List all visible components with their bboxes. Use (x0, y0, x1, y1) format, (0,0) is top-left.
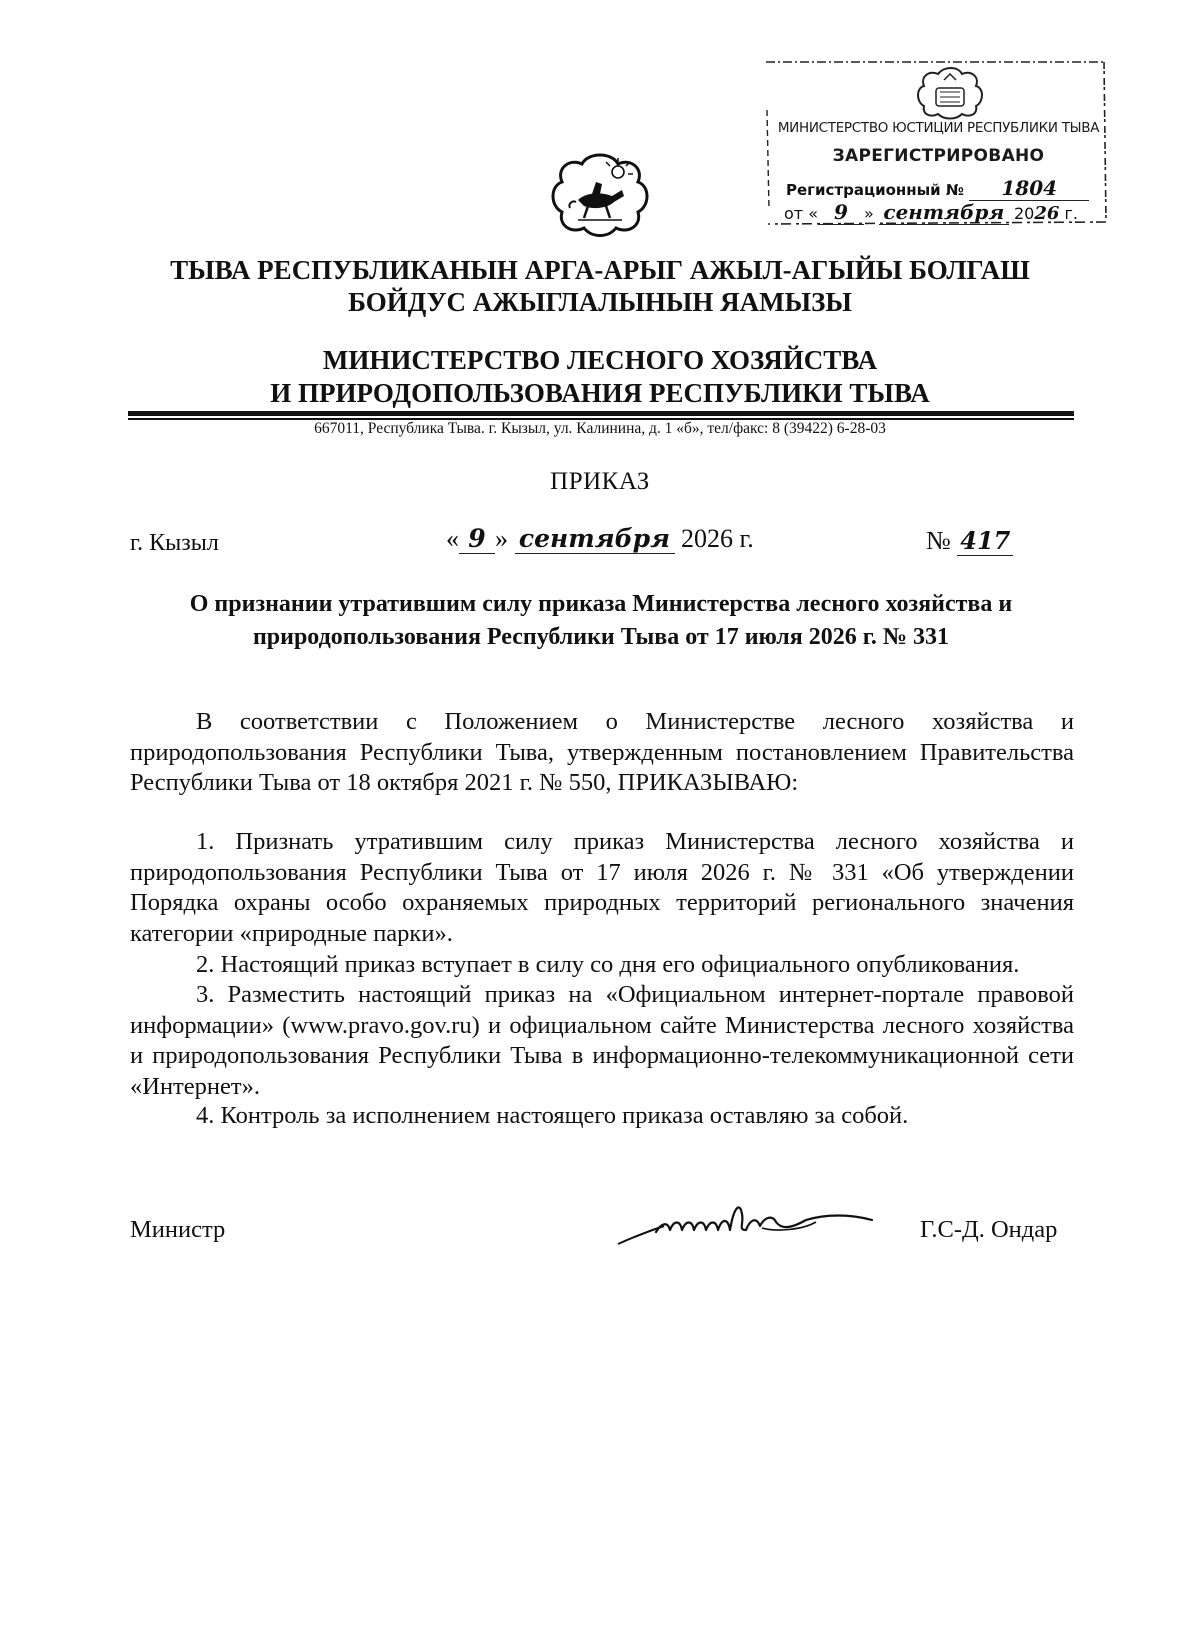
body-item-4: 4. Контроль за исполнением настоящего приказа оставляю за собой. (196, 1102, 909, 1129)
order-number (926, 526, 1013, 556)
stamp-date (784, 200, 1078, 225)
handwritten-signature (616, 1196, 874, 1254)
stamp-status: ЗАРЕГИСТРИРОВАНО (832, 146, 1045, 166)
body-item-3: 3. Разместить настоящий приказ на «Официальном интернет-портале правовой информации» (www.pravo.gov.ru) и официальном сайте Министерства лесного хозяйства и природопользования Республики Тыва в информационно-телекоммуникационной сети «Интернет». (130, 981, 1074, 1100)
stamp-reg-label: Регистрационный № (786, 181, 964, 199)
order-date-day: 9 (459, 524, 495, 554)
order-date-year: 2026 г. (681, 524, 754, 553)
header-title-ru-line-1: МИНИСТЕРСТВО ЛЕСНОГО ХОЗЯЙСТВА (322, 345, 878, 375)
body-item-1: 1. Признать утратившим силу приказ Министерства лесного хозяйства и природопользования Республики Тыва от 17 июля 2026 г. № 331 «Об утверждении Порядка охраны особо охраняемых природных территорий регионального значения категории «природные парки». (130, 828, 1074, 947)
signature-title: Министр (130, 1216, 226, 1243)
header-title-tuvan-line-2: БОЙДУС АЖЫГЛАЛЫНЫН ЯАМЫЗЫ (348, 287, 852, 317)
coat-of-arms-icon (548, 148, 652, 240)
stamp-emblem-icon (918, 68, 982, 119)
stamp-date-suffix: г. (1064, 204, 1078, 223)
stamp-ministry: МИНИСТЕРСТВО ЮСТИЦИИ РЕСПУБЛИКИ ТЫВА (777, 120, 1100, 136)
document-type: ПРИКАЗ (550, 468, 650, 495)
stamp-date-prefix: от « (784, 204, 818, 223)
order-date-month: сентября (515, 524, 675, 554)
stamp-date-day: 9 (818, 200, 864, 225)
order-number-label: № (926, 526, 951, 555)
stamp-date-year-suffix: 26 (1034, 203, 1060, 224)
header-rule-thick (128, 411, 1074, 416)
signature-name: Г.С-Д. Ондар (920, 1216, 1058, 1243)
stamp-registration (786, 176, 1089, 201)
stamp-reg-number: 1804 (969, 176, 1089, 201)
document-title: О признании утратившим силу приказа Министерства лесного хозяйства и природопользования Республики Тыва от 17 июля 2026 г. № 331 (189, 591, 1013, 650)
order-date-close: » (495, 524, 508, 553)
order-number-value: 417 (957, 526, 1013, 556)
registration-stamp (766, 60, 1111, 228)
header-title-ru-line-2: И ПРИРОДОПОЛЬЗОВАНИЯ РЕСПУБЛИКИ ТЫВА (270, 378, 930, 408)
stamp-date-mid: » (863, 204, 874, 223)
body-preamble: В соответствии с Положением о Министерстве лесного хозяйства и природопользования Республики Тыва, утвержденным постановлением Правительства Республики Тыва от 18 октября 2021 г. № 550, ПРИКАЗЫВАЮ: (130, 708, 1074, 796)
header-title-tuvan-line-1: ТЫВА РЕСПУБЛИКАНЫН АРГА-АРЫГ АЖЫЛ-АГЫЙЫ БОЛГАШ (170, 255, 1030, 285)
order-date (446, 524, 754, 554)
order-city: г. Кызыл (130, 530, 219, 556)
stamp-date-month: сентября (879, 200, 1009, 225)
stamp-date-year-prefix: 20 (1013, 204, 1035, 223)
order-date-open: « (446, 524, 459, 553)
header-address: 667011, Республика Тыва. г. Кызыл, ул. Калинина, д. 1 «б», тел/факс: 8 (39422) 6-28-03 (314, 420, 886, 437)
body-item-2: 2. Настоящий приказ вступает в силу со дня его официального опубликования. (196, 951, 1020, 978)
